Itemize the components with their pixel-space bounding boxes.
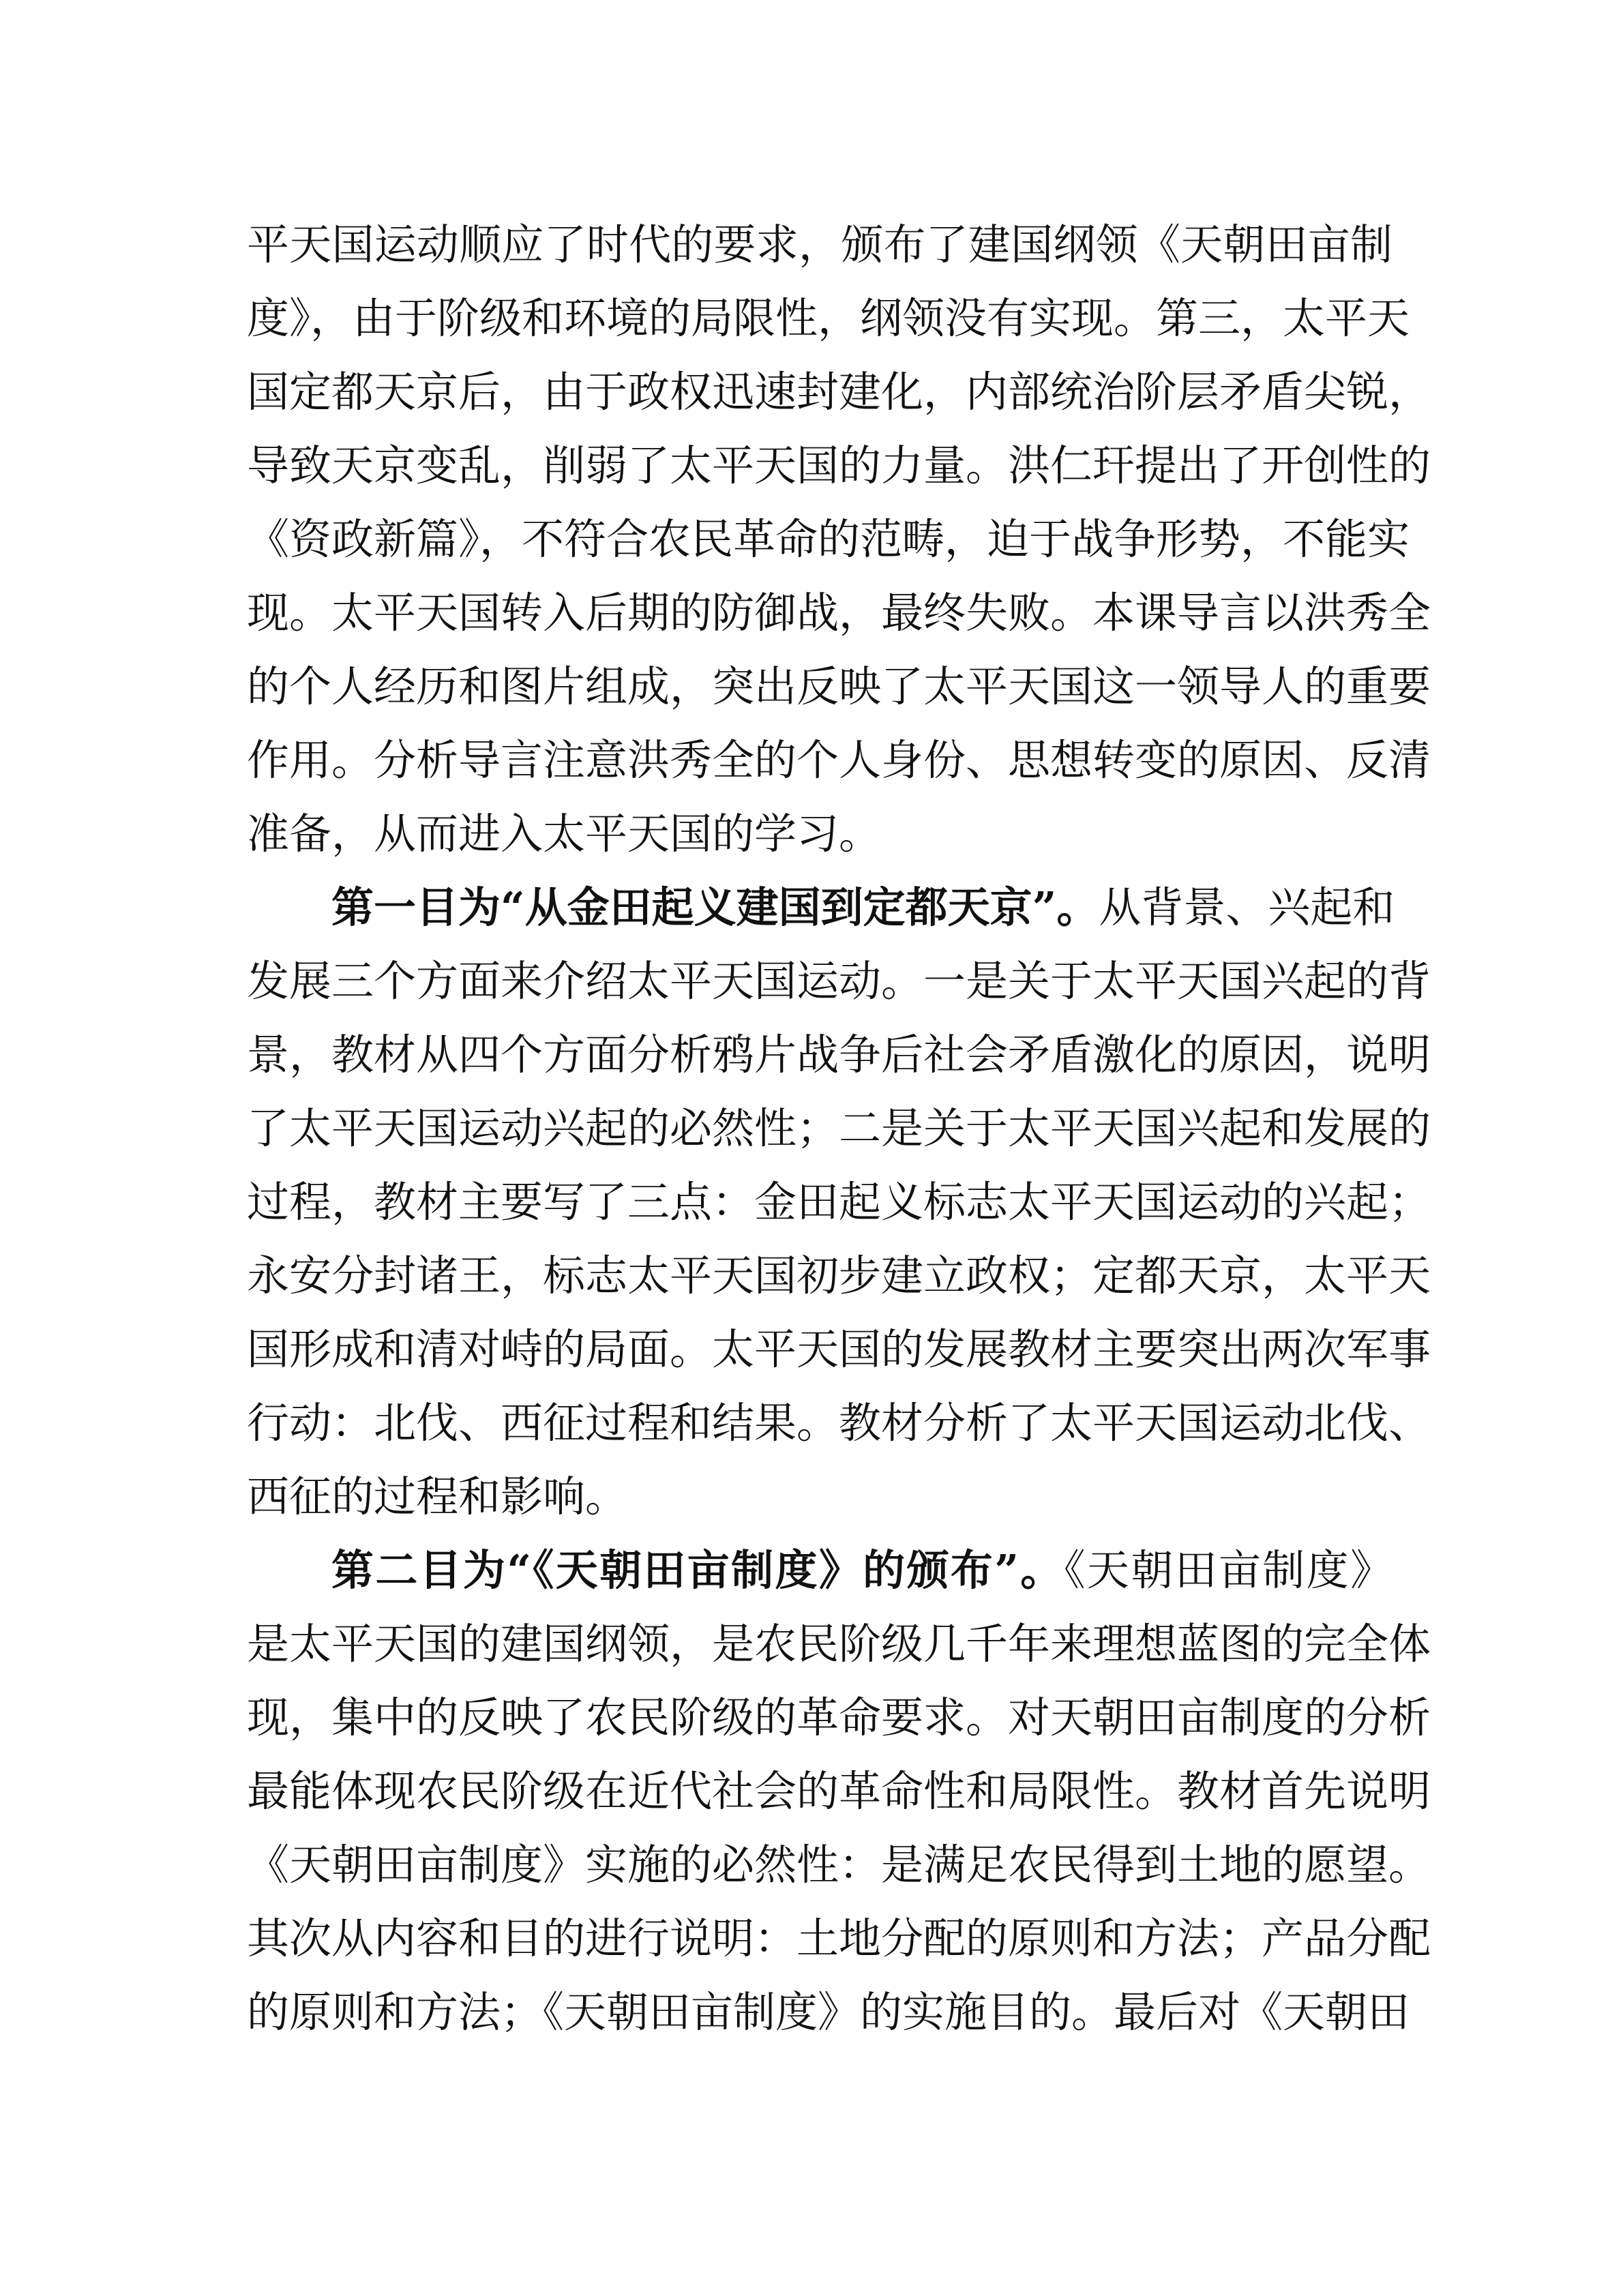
text-line: 过程，教材主要写了三点：金田起义标志太平天国运动的兴起；: [247, 1177, 1431, 1227]
text-line: 度》，由于阶级和环境的局限性，纲领没有实现。第三，太平天: [247, 293, 1410, 343]
text-line: 准备，从而进入太平天国的学习。: [247, 809, 882, 859]
text-line: 《资政新篇》，不符合农民革命的范畴，迫于战争形势，不能实: [247, 514, 1410, 564]
text-line: 现。太平天国转入后期的防御战，最终失败。本课导言以洪秀全: [247, 588, 1431, 638]
text-line: 永安分封诸王，标志太平天国初步建立政权；定都天京，太平天: [247, 1251, 1431, 1300]
text-line: 作用。分析导言注意洪秀全的个人身份、思想转变的原因、反清: [247, 735, 1431, 785]
body-text: [247, 208, 1431, 2049]
text-line: 行动：北伐、西征过程和结果。教材分析了太平天国运动北伐、: [247, 1398, 1431, 1448]
text-line: 国形成和清对峙的局面。太平天国的发展教材主要突出两次军事: [247, 1324, 1431, 1374]
text-line: 西征的过程和影响。: [247, 1472, 628, 1521]
section-one-heading: 第一目为“从金田起义建国到定都天京”。: [331, 882, 1099, 932]
paragraph-section-one: [247, 871, 1431, 1534]
text-line: 的个人经历和图片组成，突出反映了太平天国这一领导人的重要: [247, 661, 1431, 711]
section-two-lead: 《天朝田亩制度》: [1064, 1545, 1393, 1595]
paragraph-section-two: [247, 1534, 1431, 2049]
text-line: 《天朝田亩制度》实施的必然性：是满足农民得到土地的愿望。: [247, 1840, 1431, 1890]
text-line-first: [247, 871, 1393, 944]
text-line-first: [247, 1534, 1393, 1607]
text-line: 了太平天国运动兴起的必然性；二是关于太平天国兴起和发展的: [247, 1103, 1431, 1153]
section-one-lead: 从背景、兴起和: [1099, 882, 1395, 932]
text-line: 导致天京变乱，削弱了太平天国的力量。洪仁玕提出了开创性的: [247, 441, 1431, 490]
text-line: 是太平天国的建国纲领，是农民阶级几千年来理想蓝图的完全体: [247, 1619, 1431, 1669]
text-line: 的原则和方法；《天朝田亩制度》的实施目的。最后对《天朝田: [247, 1987, 1410, 2037]
text-line: 现，集中的反映了农民阶级的革命要求。对天朝田亩制度的分析: [247, 1693, 1431, 1742]
section-two-heading: 第二目为“《天朝田亩制度》的颁布”。: [331, 1545, 1064, 1595]
text-line: 平天国运动顺应了时代的要求，颁布了建国纲领《天朝田亩制: [247, 220, 1393, 269]
text-line: 其次从内容和目的进行说明：土地分配的原则和方法；产品分配: [247, 1913, 1431, 1963]
text-line: 发展三个方面来介绍太平天国运动。一是关于太平天国兴起的背: [247, 956, 1431, 1006]
text-line: 景，教材从四个方面分析鸦片战争后社会矛盾激化的原因，说明: [247, 1030, 1431, 1079]
text-line: 国定都天京后，由于政权迅速封建化，内部统治阶层矛盾尖锐，: [247, 367, 1431, 417]
text-line: 最能体现农民阶级在近代社会的革命性和局限性。教材首先说明: [247, 1766, 1431, 1816]
paragraph-intro: [247, 208, 1431, 871]
